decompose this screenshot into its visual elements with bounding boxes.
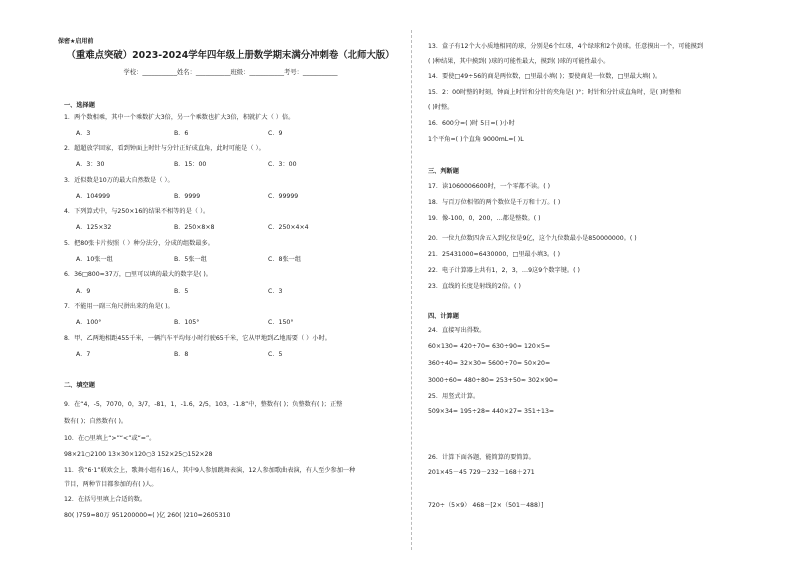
question-26-row-1: 201×45－45 729－232－168＋271 xyxy=(428,469,535,476)
question-3: 3．近似数是10万的最大自然数是（ ）。 xyxy=(64,177,174,184)
question-24: 24．直接写出得数。 xyxy=(428,327,486,334)
q24-row-3: 3000÷60= 480÷80= 253+50≈ 302×90≈ xyxy=(428,377,559,384)
question-4: 4．下列算式中，与250×16的结果不相等的是（ ）。 xyxy=(64,208,210,215)
question-25-items: 509×34= 195÷28= 440×27= 351÷13= xyxy=(428,408,555,415)
question-9-cont: 数有( )；自然数有( )。 xyxy=(64,418,128,425)
question-25: 25．用竖式计算。 xyxy=(428,393,480,400)
q7-option-c: C．150° xyxy=(268,319,294,326)
q1-option-a: A．3 xyxy=(76,130,91,137)
q2-option-c: C．3：00 xyxy=(268,161,297,168)
q24-row-2: 360÷40= 32×30= 5600÷70= 50×20= xyxy=(428,360,551,367)
question-16: 16．600分=( )时 5日=( )小时 xyxy=(428,120,515,127)
q6-option-c: C．3 xyxy=(268,288,283,295)
q7-option-a: A．100° xyxy=(76,319,102,326)
q4-option-b: B．250×8×8 xyxy=(174,224,215,231)
question-13-cont: ( )种结果，其中摸到( )球的可能性最大，摸到( )球的可能性最小。 xyxy=(428,58,610,65)
section-heading-judge: 三、判断题 xyxy=(428,168,459,175)
question-6: 6．36□800≈37万，□里可以填的最大的数字是( )。 xyxy=(64,271,212,278)
question-11: 11．我“6·1”联欢会上，歌舞小组有16人，其中9人参加跳舞表演，12人参加歌曲表演，有人至少参加一种 xyxy=(64,467,356,474)
q4-option-c: C．250×4×4 xyxy=(268,224,309,231)
q3-option-c: C．99999 xyxy=(268,193,299,200)
question-2: 2．超超放学回家，看到钟面上时针与分针正好成直角，此时可能是（ ）。 xyxy=(64,145,265,152)
question-23: 23．直线的长度是射线的2倍。( ) xyxy=(428,283,521,290)
column-divider xyxy=(411,30,412,550)
question-5: 5．把80张卡片按照（ ）种分法分，分成的组数最多。 xyxy=(64,240,214,247)
q4-option-a: A．125×32 xyxy=(76,224,112,231)
question-11-cont: 节目，两种节目都参加的有( )人。 xyxy=(64,481,158,488)
question-20: 20．一位九位数四舍五入到亿位是9亿，这个九位数最小是850000000。( ) xyxy=(428,235,637,242)
question-19: 19．像-100，0，200，…都是整数。( ) xyxy=(428,215,541,222)
question-18: 18．与百万位相邻的两个数位是千万和十万。( ) xyxy=(428,199,561,206)
question-8: 8．甲、乙两地相距455千米，一辆汽车平均每小时行驶65千米，它从甲地到乙地需要（ ）小时。 xyxy=(64,335,331,342)
question-21: 21．25431000≈6430000，□里最小填3。( ) xyxy=(428,251,560,258)
q5-option-a: A．10张一组 xyxy=(76,256,113,263)
question-15: 15．2：00时整的时刻，钟面上时针和分针的夹角是( )°；时针和分针成直角时，是( )时整和 xyxy=(428,89,681,96)
q1-option-c: C．9 xyxy=(268,130,283,137)
q5-option-b: B．5张一组 xyxy=(174,256,207,263)
q24-row-1: 60×130= 420÷70= 630÷90= 120×5= xyxy=(428,343,551,350)
q8-option-c: C．5 xyxy=(268,351,283,358)
section-heading-calc: 四、计算题 xyxy=(428,313,459,320)
secret-label: 保密★启用前 xyxy=(58,38,94,45)
q2-option-b: B．15：00 xyxy=(174,161,207,168)
q3-option-b: B．9999 xyxy=(174,193,201,200)
question-12: 12．在括号里填上合适的数。 xyxy=(64,496,147,503)
question-10: 10．在○里填上“>”“<”或“=”。 xyxy=(64,435,156,442)
question-12-items: 80( )759≈80万 951200000≈( )亿 260( )210≈2605310 xyxy=(64,512,231,519)
question-14: 14．要使□49÷56的商是两位数，□里最小填( )；要使商是一位数，□里最大填( )。 xyxy=(428,73,662,80)
q6-option-a: A．9 xyxy=(76,288,91,295)
q8-option-a: A．7 xyxy=(76,351,91,358)
question-22: 22．电子计算器上共有1，2，3，…9这9个数字键。( ) xyxy=(428,267,580,274)
q3-option-a: A．104999 xyxy=(76,193,111,200)
question-26-row-2: 720÷（5×9） 468－[2×（501－488）] xyxy=(428,502,544,509)
question-13: 13．盒子有12个大小质地相同的球，分别是6个红球，4个绿球和2个黄球。任意摸出一个，可能摸到 xyxy=(428,43,704,50)
page-title: （重难点突破）2023-2024学年四年级上册数学期末满分冲刺卷（北师大版） xyxy=(66,50,395,61)
question-16-cont: 1个平角=( )个直角 9000mL=( )L xyxy=(428,136,524,143)
section-heading-fill: 二、填空题 xyxy=(64,382,95,389)
q1-option-b: B．6 xyxy=(174,130,189,137)
q6-option-b: B．5 xyxy=(174,288,189,295)
q2-option-a: A．3：30 xyxy=(76,161,105,168)
section-heading-choice: 一、选择题 xyxy=(64,102,95,109)
question-9: 9．在“4，-5，7070，0，3/7，-81，1，-1.6，2/5，103，-1.8”中，整数有( )；负整数有( )；正整 xyxy=(64,401,343,408)
question-10-items: 98×21○2100 13×30×120○3 152×25○152×28 xyxy=(64,451,213,458)
question-26: 26．计算下面各题，能简算的要简算。 xyxy=(428,454,535,461)
question-1: 1．两个数相乘，其中一个乘数扩大3倍，另一个乘数也扩大3倍，积就扩大（ ）倍。 xyxy=(64,114,295,121)
student-info-line: 学校：___________姓名：___________班级：___________考号：___________ xyxy=(123,69,338,76)
question-7: 7．不能用一副三角尺拼出来的角是( )。 xyxy=(64,303,174,310)
q7-option-b: B．105° xyxy=(174,319,200,326)
question-17: 17．读1060006600时，一个零都不读。( ) xyxy=(428,183,551,190)
q5-option-c: C．8张一组 xyxy=(268,256,302,263)
question-15-cont: ( )时整。 xyxy=(428,104,454,111)
q8-option-b: B．8 xyxy=(174,351,189,358)
